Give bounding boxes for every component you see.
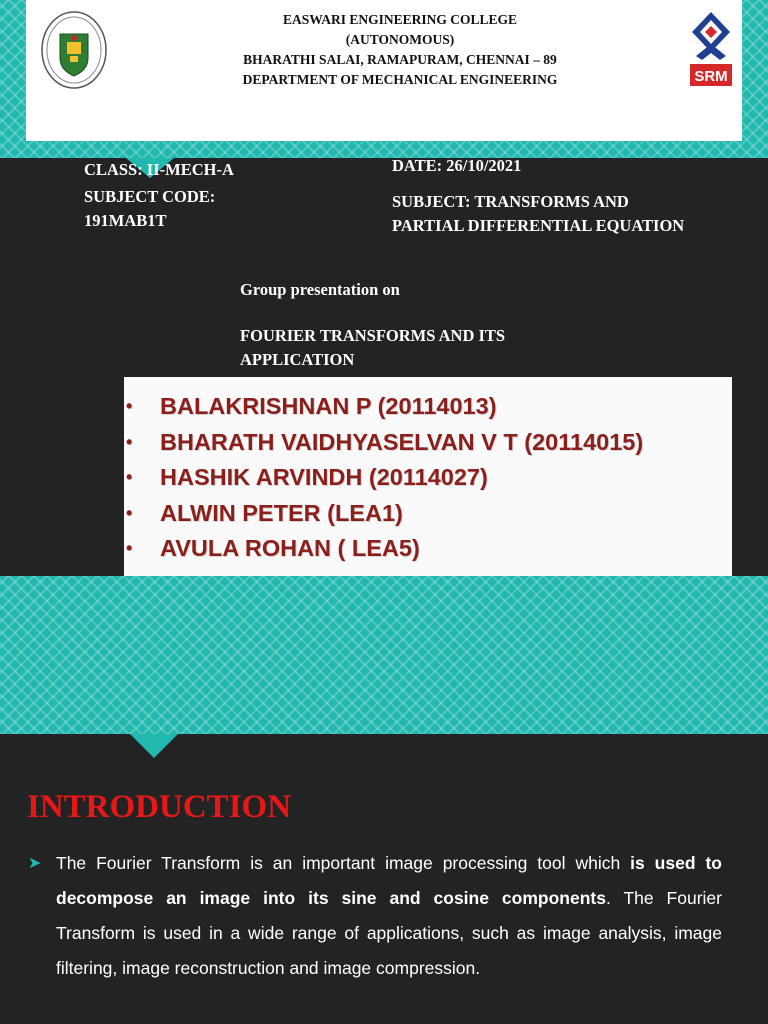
intro-text-part2: . The Fourier Transform is used in a wide range of applications, such as image analysis, image filtering, image reconstruction and image compression. [56,888,722,978]
members-box [124,377,732,576]
member-name: AVULA ROHAN ( LEA5) [160,535,420,561]
autonomous-label: (AUTONOMOUS) [345,32,455,47]
subject-code-block [84,185,344,233]
topic-line-2: APPLICATION [240,350,355,369]
member-name: HASHIK ARVINDH (20114027) [160,464,488,490]
arrow-bullet-icon: ➤ [28,855,42,872]
subject-code-label: SUBJECT CODE: [84,187,216,206]
class-label: CLASS: II-MECH-A [84,160,234,179]
college-details [194,10,606,90]
subject-line-1: SUBJECT: TRANSFORMS AND [392,192,629,211]
members-list [124,377,732,567]
introduction-heading: INTRODUCTION [27,789,292,825]
subject-line-2: PARTIAL DIFFERENTIAL EQUATION [392,216,685,235]
date-label: DATE: 26/10/2021 [392,156,522,175]
subject-block [392,190,762,238]
srm-text: SRM [694,68,728,85]
college-seal-icon [40,10,108,92]
presentation-topic [240,324,600,372]
bullet-icon: • [126,502,133,523]
bullet-icon: • [126,538,133,558]
member-item [124,460,732,496]
bullet-icon: • [126,431,133,452]
topic-line-1: FOURIER TRANSFORMS AND ITS [240,326,506,345]
intro-text-part1: The Fourier Transform is an important image processing tool which [56,853,631,873]
member-item [124,425,732,461]
bullet-icon: • [126,396,133,416]
member-item [124,531,732,567]
member-item [124,496,732,532]
member-name: BALAKRISHNAN P (20114013) [160,393,497,419]
college-address: BHARATHI SALAI, RAMAPURAM, CHENNAI – 89 [243,52,557,67]
member-name: BHARATH VAIDHYASELVAN V T (20114015) [160,428,644,455]
introduction-paragraph [28,846,722,986]
member-name: ALWIN PETER (LEA1) [160,499,403,526]
college-name: EASWARI ENGINEERING COLLEGE [282,12,518,27]
department-name: DEPARTMENT OF MECHANICAL ENGINEERING [242,72,558,87]
intro-text-bold: is used to decompose an image into its sine and cosine components [56,853,722,908]
middle-pattern-band [0,576,768,734]
subject-code-value: 191MAB1T [84,211,167,230]
member-item [124,389,732,425]
college-header [26,0,742,141]
srm-logo-icon [686,10,736,90]
bullet-icon: • [126,467,133,487]
group-presentation-label: Group presentation on [240,280,400,299]
panel-pointer-arrow [130,734,178,758]
